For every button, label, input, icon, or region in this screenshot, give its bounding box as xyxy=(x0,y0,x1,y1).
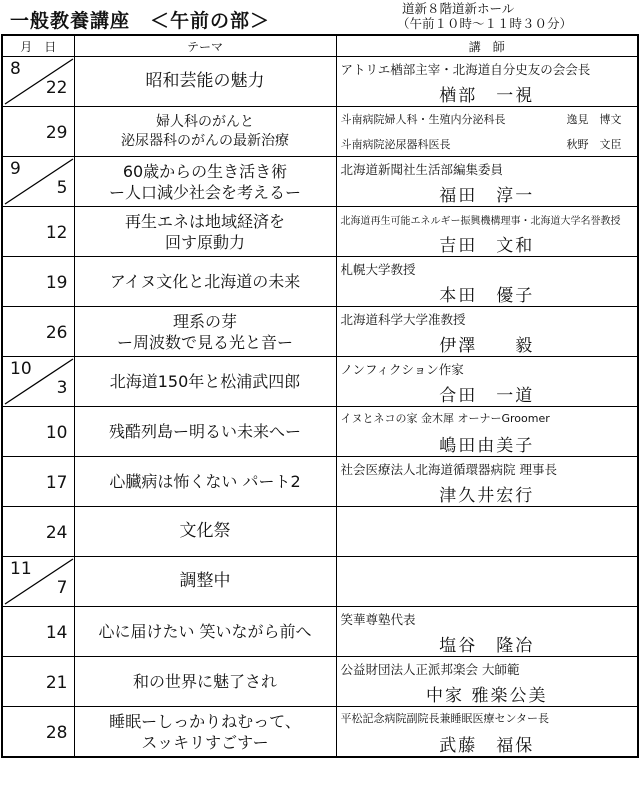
lecturer-cell xyxy=(336,357,638,407)
day-label: 19 xyxy=(45,273,68,293)
lecturer-name: 津久井宏行 xyxy=(439,486,535,506)
date-cell xyxy=(2,257,74,307)
schedule-row xyxy=(2,57,638,107)
lecturer-header: 講 師 xyxy=(336,35,638,57)
day-label: 12 xyxy=(45,223,68,243)
theme-cell xyxy=(74,407,336,457)
theme-cell xyxy=(74,57,336,107)
day-label: 3 xyxy=(56,378,68,398)
day-label: 22 xyxy=(45,78,68,98)
schedule-row xyxy=(2,307,638,357)
theme-line: 婦人科のがんと xyxy=(156,113,254,130)
theme-line: 調整中 xyxy=(179,571,231,591)
lecturer-cell xyxy=(336,307,638,357)
lecturer-name: 逸見 博文 xyxy=(566,113,622,126)
lecturer-affiliation: 笑華尊塾代表 xyxy=(340,612,416,627)
theme-line: スッキリすごすー xyxy=(141,732,269,752)
lecturer-name: 武藤 福保 xyxy=(439,736,535,756)
day-label: 29 xyxy=(45,123,68,143)
lecturer-name: 本田 優子 xyxy=(439,286,535,306)
lecturer-cell xyxy=(336,707,638,758)
theme-cell xyxy=(74,307,336,357)
day-label: 24 xyxy=(45,523,68,543)
day-label: 5 xyxy=(56,178,68,198)
date-cell xyxy=(2,407,74,457)
date-cell xyxy=(2,707,74,758)
lecturer-name: 中家 雅楽公美 xyxy=(426,686,548,706)
theme-header: テーマ xyxy=(74,35,336,57)
day-label: 14 xyxy=(45,623,68,643)
theme-cell xyxy=(74,157,336,207)
page-header xyxy=(0,0,640,34)
lecturer-affiliation: 斗南病院泌尿器科医長 xyxy=(340,138,451,151)
theme-line: 昭和芸能の魅力 xyxy=(145,71,265,91)
theme-line: 再生エネは地域経済を xyxy=(124,211,285,231)
lecturer-affiliation: 平松記念病院副院長兼睡眠医療センター長 xyxy=(340,712,550,725)
theme-cell xyxy=(74,507,336,557)
theme-cell xyxy=(74,607,336,657)
theme-cell xyxy=(74,457,336,507)
schedule-table xyxy=(1,34,639,758)
lecturer-name: 楢部 一視 xyxy=(439,86,535,106)
lecturer-name: 伊澤 毅 xyxy=(439,336,535,356)
theme-line: 60歳からの生き活き術 xyxy=(122,161,288,181)
day-label: 17 xyxy=(45,473,68,493)
date-cell xyxy=(2,507,74,557)
month-label: 8 xyxy=(10,59,21,79)
date-cell xyxy=(2,157,74,207)
lecturer-affiliation: アトリエ楢部主宰・北海道自分史友の会会長 xyxy=(340,62,591,77)
month-label: 9 xyxy=(10,159,21,179)
date-cell xyxy=(2,57,74,107)
day-label: 26 xyxy=(45,323,68,343)
venue-info xyxy=(397,1,573,31)
schedule-row xyxy=(2,557,638,607)
theme-line: ー人口減少社会を考えるー xyxy=(108,182,301,202)
theme-line: ー周波数で見る光と音ー xyxy=(116,332,293,352)
theme-line: 心臓病は怖くない パート2 xyxy=(109,472,301,491)
lecturer-name: 合田 一道 xyxy=(439,386,535,406)
theme-cell xyxy=(74,207,336,257)
lecturer-cell xyxy=(336,57,638,107)
lecturer-entry xyxy=(341,136,633,152)
lecturer-affiliation: 札幌大学教授 xyxy=(340,262,416,277)
lecturer-cell xyxy=(336,607,638,657)
theme-cell xyxy=(74,557,336,607)
lecturer-name: 秋野 文臣 xyxy=(566,138,622,151)
lecturer-affiliation: 社会医療法人北海道循環器病院 理事長 xyxy=(340,462,557,477)
schedule-row xyxy=(2,657,638,707)
theme-line: 泌尿器科のがんの最新治療 xyxy=(121,132,289,149)
date-cell xyxy=(2,357,74,407)
lecturer-name: 福田 淳一 xyxy=(439,186,535,206)
date-cell xyxy=(2,557,74,607)
schedule-row xyxy=(2,507,638,557)
lecturer-affiliation: 北海道科学大学准教授 xyxy=(340,312,466,327)
lecturer-affiliation: 公益財団法人正派邦楽会 大師範 xyxy=(340,662,520,677)
lecturer-affiliation: 北海道再生可能エネルギー振興機構理事・北海道大学名誉教授 xyxy=(340,216,621,227)
day-header: 日 xyxy=(44,39,57,54)
lecturer-affiliation: ノンフィクション作家 xyxy=(340,362,464,377)
schedule-row xyxy=(2,357,638,407)
lecturer-affiliation: 斗南病院婦人科・生殖内分泌科長 xyxy=(340,113,506,126)
theme-line: 文化祭 xyxy=(179,521,231,541)
date-cell xyxy=(2,607,74,657)
theme-line: 北海道150年と松浦武四郎 xyxy=(109,372,301,391)
theme-line: 心に届けたい 笑いながら前へ xyxy=(98,622,312,641)
month-label: 10 xyxy=(10,359,32,379)
lecturer-affiliation: イヌとネコの家 金木犀 オーナーGroomer xyxy=(340,412,550,425)
theme-line: 理系の芽 xyxy=(172,311,237,331)
lecturer-name: 吉田 文和 xyxy=(439,236,535,256)
schedule-row xyxy=(2,407,638,457)
lecturer-cell xyxy=(336,107,638,157)
venue-time: （午前１０時〜１１時３０分） xyxy=(397,16,573,31)
lecturer-affiliation: 北海道新聞社生活部編集委員 xyxy=(340,162,504,177)
day-label: 28 xyxy=(45,723,68,743)
lecturer-cell xyxy=(336,257,638,307)
month-header: 月 xyxy=(20,39,33,54)
theme-cell xyxy=(74,707,336,758)
lecturer-name: 嶋田由美子 xyxy=(439,436,535,456)
theme-cell xyxy=(74,357,336,407)
venue-name: 道新８階道新ホール xyxy=(402,1,515,16)
lecturer-cell xyxy=(336,207,638,257)
lecturer-name: 塩谷 隆冶 xyxy=(439,636,535,656)
lecturer-cell xyxy=(336,457,638,507)
lecturer-cell xyxy=(336,507,638,557)
lecturer-cell xyxy=(336,157,638,207)
lecturer-cell xyxy=(336,407,638,457)
lecturer-entry xyxy=(341,111,633,127)
day-label: 21 xyxy=(45,673,68,693)
schedule-row xyxy=(2,257,638,307)
schedule-row xyxy=(2,607,638,657)
theme-line: 残酷列島ー明るい未来へー xyxy=(108,422,301,441)
theme-cell xyxy=(74,257,336,307)
lecturer-cell xyxy=(336,657,638,707)
month-label: 11 xyxy=(10,559,32,579)
lecturer-cell xyxy=(336,557,638,607)
date-cell xyxy=(2,657,74,707)
theme-cell xyxy=(74,107,336,157)
theme-cell xyxy=(74,657,336,707)
theme-line: 回す原動力 xyxy=(164,232,245,252)
date-header xyxy=(2,35,74,57)
schedule-row xyxy=(2,157,638,207)
theme-line: 睡眠ーしっかりねむって、 xyxy=(109,711,301,731)
day-label: 10 xyxy=(45,423,68,443)
schedule-row xyxy=(2,207,638,257)
theme-line: アイヌ文化と北海道の未来 xyxy=(109,272,301,291)
schedule-row xyxy=(2,457,638,507)
page-title: 一般教養講座 ＜午前の部＞ xyxy=(10,10,271,32)
table-header-row xyxy=(2,35,638,57)
date-cell xyxy=(2,107,74,157)
day-label: 7 xyxy=(56,578,68,598)
date-cell xyxy=(2,307,74,357)
theme-line: 和の世界に魅了され xyxy=(132,672,277,691)
date-cell xyxy=(2,457,74,507)
date-cell xyxy=(2,207,74,257)
schedule-row xyxy=(2,707,638,758)
schedule-row xyxy=(2,107,638,157)
